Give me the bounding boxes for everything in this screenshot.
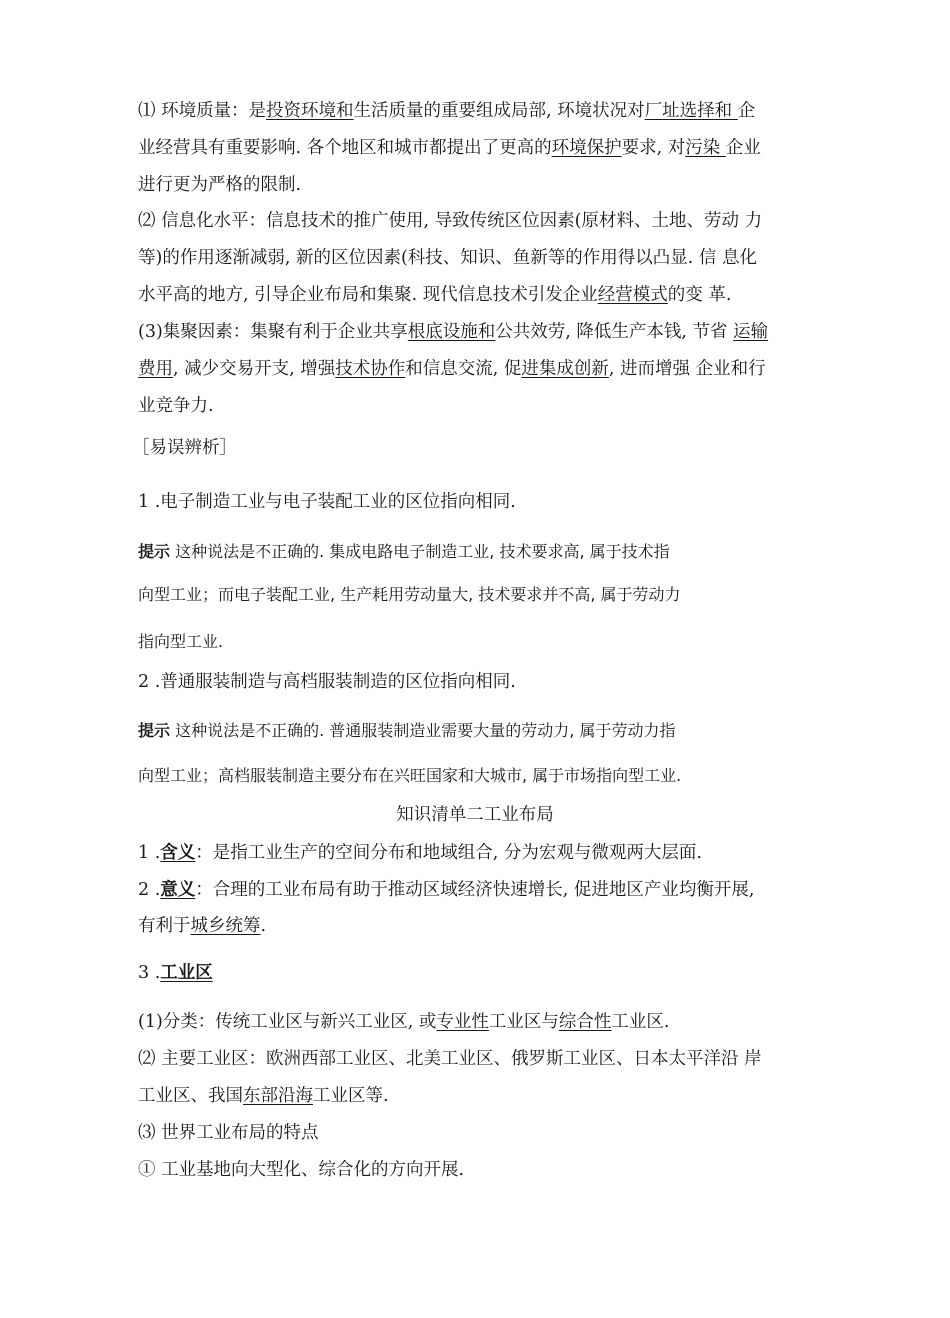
text: 业经营具有重要影响. 各个地区和城市都提出了更高的: [138, 138, 552, 158]
text: ：是指工业生产的空间分布和地域组合, 分为宏观与微观两大层面.: [195, 843, 702, 863]
env-quality-line-3: 进行更为严格的限制.: [138, 175, 302, 195]
underlined-term: 根底设施和: [407, 322, 496, 342]
point-2-line-1: [138, 878, 818, 902]
text: 2 .: [138, 880, 161, 900]
text: ：合理的工业布局有助于推动区域经济快速增长, 促进地区产业均衡开展,: [195, 880, 755, 900]
answer-1-line-1: [138, 540, 818, 564]
env-quality-line-1: [138, 99, 818, 123]
underlined-term: 进集成创新: [521, 359, 609, 379]
term-label: 工业区: [160, 963, 213, 983]
term-label: 含义: [160, 843, 196, 863]
term-label: 意义: [160, 880, 196, 900]
underlined-term: 东部沿海: [243, 1086, 313, 1106]
text: .: [260, 916, 267, 936]
text: 工业区等.: [313, 1086, 389, 1106]
text: , 减少交易开支, 增强: [173, 359, 336, 379]
text: 工业区与: [488, 1012, 559, 1032]
underlined-term: 经营模式: [597, 285, 668, 305]
question-2: 2 .普通服装制造与高档服装制造的区位指向相同.: [138, 672, 516, 692]
underlined-term: 专业性: [436, 1012, 489, 1032]
underlined-term: 综合性: [558, 1012, 612, 1032]
env-quality-line-2: [138, 136, 818, 160]
info-level-line-2: 等)的作用逐渐减弱, 新的区位因素(科技、知识、鱼新等的作用得以凸显. 信 息化: [138, 248, 757, 268]
text: 生活质量的重要组成局部, 环境状况对: [353, 101, 645, 121]
underlined-term: 费用: [138, 359, 173, 379]
underlined-term: 环境保护: [551, 138, 622, 158]
text: (1)分类：传统工业区与新兴工业区, 或: [138, 1012, 437, 1032]
answer-2-line-2: 向型工业；高档服装制造主要分布在兴旺国家和大城市, 属于市场指向型工业.: [138, 766, 682, 785]
text: 要求, 对: [621, 138, 686, 158]
underlined-term: 城乡统筹: [190, 916, 261, 936]
text: 工业区.: [611, 1012, 670, 1032]
text: 3 .: [138, 963, 161, 983]
underlined-term: 投资环境和: [266, 101, 354, 121]
point-2-line-2: [138, 914, 818, 938]
underlined-term: 厂址选择和: [644, 101, 738, 121]
classification-line: [138, 1010, 818, 1034]
text: 这种说法是不正确的. 集成电路电子制造工业, 技术要求高, 属于技术指: [170, 542, 670, 561]
point-1: [138, 841, 818, 865]
question-1: 1 .电子制造工业与电子装配工业的区位指向相同.: [138, 492, 516, 512]
agglomeration-line-1: [138, 320, 818, 344]
text: 企业: [725, 138, 761, 158]
info-level-line-1: ⑵ 信息化水平：信息技术的推广使用, 导致传统区位因素(原材料、土地、劳动 力: [138, 211, 763, 231]
agglomeration-line-3: 业竞争力.: [138, 396, 214, 416]
text: 的变 革.: [667, 285, 732, 305]
text: , 进而增强 企业和行: [608, 359, 766, 379]
underlined-term: 技术协作: [335, 359, 406, 379]
text: ⑴ 环境质量：是: [138, 101, 267, 121]
answer-1-line-3: 指向型工业.: [138, 632, 224, 651]
text: 工业区、我国: [138, 1086, 243, 1106]
text: 水平高的地方, 引导企业布局和集聚. 现代信息技术引发企业: [138, 285, 598, 305]
feature-1: ① 工业基地向大型化、综合化的方向开展.: [138, 1160, 465, 1180]
hint-label: 提示: [138, 542, 171, 561]
underlined-term: 运输: [733, 322, 769, 342]
agglomeration-line-2: [138, 357, 818, 381]
text: (3)集聚因素：集聚有利于企业共享: [138, 322, 408, 342]
info-level-line-3: [138, 283, 818, 307]
main-regions-line-2: [138, 1084, 818, 1108]
main-regions-line-1: ⑵ 主要工业区：欧洲西部工业区、北美工业区、俄罗斯工业区、日本太平洋沿 岸: [138, 1049, 762, 1069]
underlined-term: 污染: [685, 138, 726, 158]
text: 这种说法是不正确的. 普通服装制造业需要大量的劳动力, 属于劳动力指: [170, 721, 676, 740]
analysis-heading: ［易误辨析］: [132, 438, 237, 458]
section-title: 知识清单二工业布局: [396, 805, 554, 825]
hint-label: 提示: [138, 721, 171, 740]
features-heading: ⑶ 世界工业布局的特点: [138, 1123, 319, 1143]
answer-1-line-2: 向型工业；而电子装配工业, 生产耗用劳动量大, 技术要求并不高, 属于劳动力: [138, 585, 681, 604]
text: 和信息交流, 促: [405, 359, 522, 379]
text: 有利于: [138, 916, 191, 936]
point-3: [138, 961, 818, 985]
text: 企: [737, 101, 756, 121]
answer-2-line-1: [138, 719, 818, 743]
text: 公共效劳, 降低生产本钱, 节省: [495, 322, 734, 342]
text: 1 .: [138, 843, 161, 863]
